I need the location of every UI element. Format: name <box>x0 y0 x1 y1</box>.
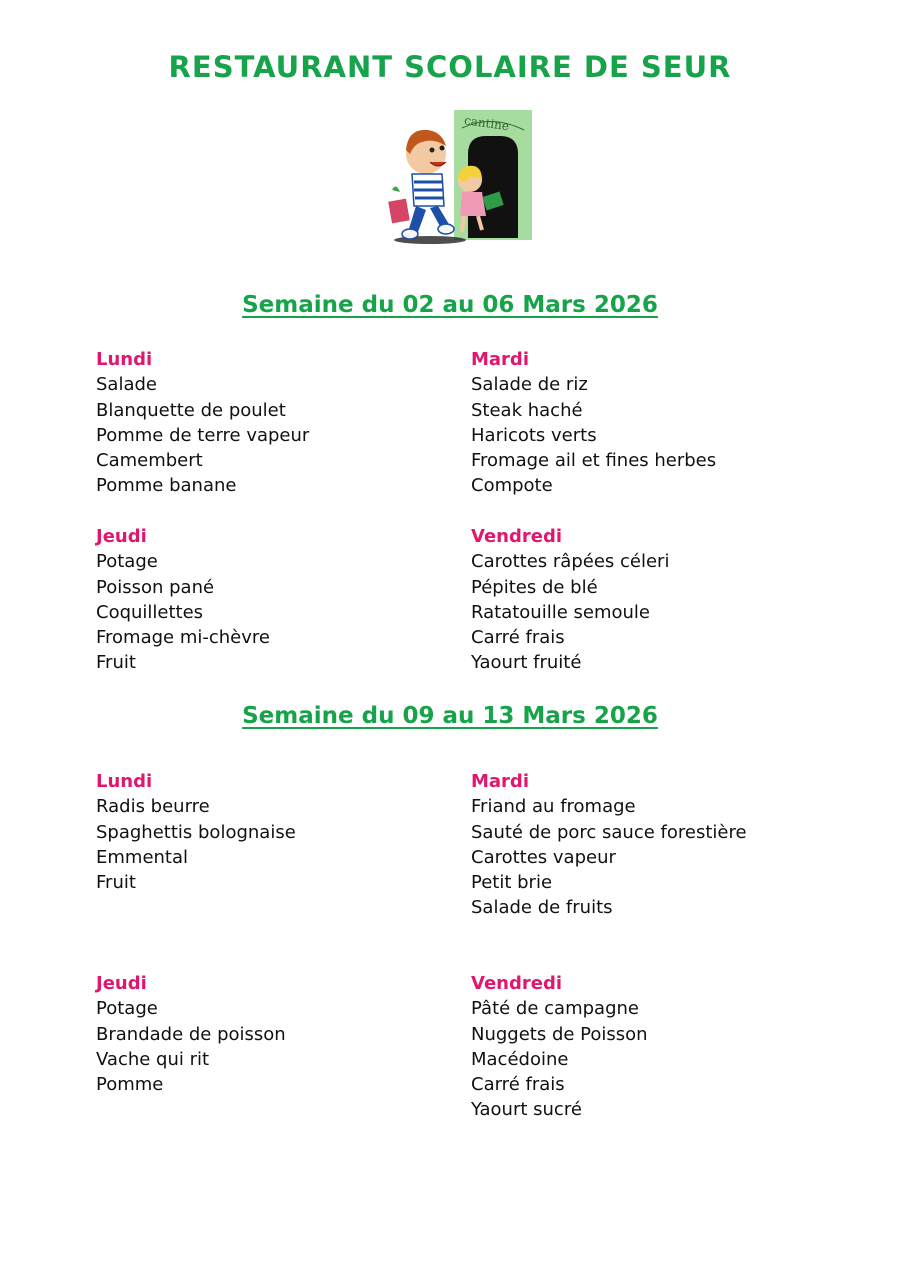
dish: Steak haché <box>471 399 583 421</box>
dish: Potage <box>96 551 158 573</box>
week-2-monday <box>96 769 476 895</box>
day-name: Mardi <box>471 349 529 370</box>
dish: Vache qui rit <box>96 1048 210 1070</box>
dish: Carré frais <box>471 1074 565 1096</box>
bag-icon <box>388 199 410 224</box>
dish: Potage <box>96 998 158 1020</box>
dish: Pomme banane <box>96 475 237 497</box>
dish: Fruit <box>96 872 136 894</box>
week-1-friday <box>471 524 851 676</box>
dish: Poisson pané <box>96 576 215 598</box>
dish: Petit brie <box>471 872 553 894</box>
dish: Pépites de blé <box>471 576 598 598</box>
dish: Fruit <box>96 652 136 674</box>
dish: Pâté de campagne <box>471 998 639 1020</box>
cantine-illustration <box>386 108 534 244</box>
dish: Carottes râpées céleri <box>471 551 670 573</box>
dish: Camembert <box>96 450 203 472</box>
day-name: Lundi <box>96 771 153 792</box>
week-1-monday <box>96 347 476 499</box>
dish: Haricots verts <box>471 424 597 446</box>
dish: Coquillettes <box>96 601 204 623</box>
week-2-tuesday <box>471 769 851 921</box>
dish: Sauté de porc sauce forestière <box>471 821 747 843</box>
dish: Pomme de terre vapeur <box>96 424 310 446</box>
week-2-thursday <box>96 971 476 1097</box>
dish: Salade <box>96 374 157 396</box>
dish: Brandade de poisson <box>96 1023 286 1045</box>
dish: Salade de fruits <box>471 897 613 919</box>
dish: Spaghettis bolognaise <box>96 821 296 843</box>
dish: Ratatouille semoule <box>471 601 650 623</box>
day-name: Jeudi <box>96 973 147 994</box>
dish: Friand au fromage <box>471 796 636 818</box>
day-name: Vendredi <box>471 526 562 547</box>
day-name: Mardi <box>471 771 529 792</box>
week-1-tuesday <box>471 347 851 499</box>
dish: Yaourt fruité <box>471 652 582 674</box>
dish: Pomme <box>96 1074 164 1096</box>
page-title: RESTAURANT SCOLAIRE DE SEUR <box>168 50 732 84</box>
week-1-thursday <box>96 524 476 676</box>
day-name: Jeudi <box>96 526 147 547</box>
dish: Fromage mi-chèvre <box>96 627 270 649</box>
dish: Radis beurre <box>96 796 210 818</box>
day-name: Vendredi <box>471 973 562 994</box>
dish: Yaourt sucré <box>471 1099 582 1121</box>
dish: Salade de riz <box>471 374 588 396</box>
dish: Fromage ail et fines herbes <box>471 450 717 472</box>
week-2-title: Semaine du 09 au 13 Mars 2026 <box>242 703 658 729</box>
dish: Blanquette de poulet <box>96 399 286 421</box>
dish: Emmental <box>96 846 189 868</box>
week-1-title: Semaine du 02 au 06 Mars 2026 <box>242 292 658 318</box>
week-2-friday <box>471 971 851 1123</box>
dish: Carottes vapeur <box>471 846 616 868</box>
dish: Nuggets de Poisson <box>471 1023 648 1045</box>
dish: Carré frais <box>471 627 565 649</box>
day-name: Lundi <box>96 349 153 370</box>
dish: Compote <box>471 475 553 497</box>
dish: Macédoine <box>471 1048 569 1070</box>
cantine-sign: cantine <box>463 113 510 134</box>
